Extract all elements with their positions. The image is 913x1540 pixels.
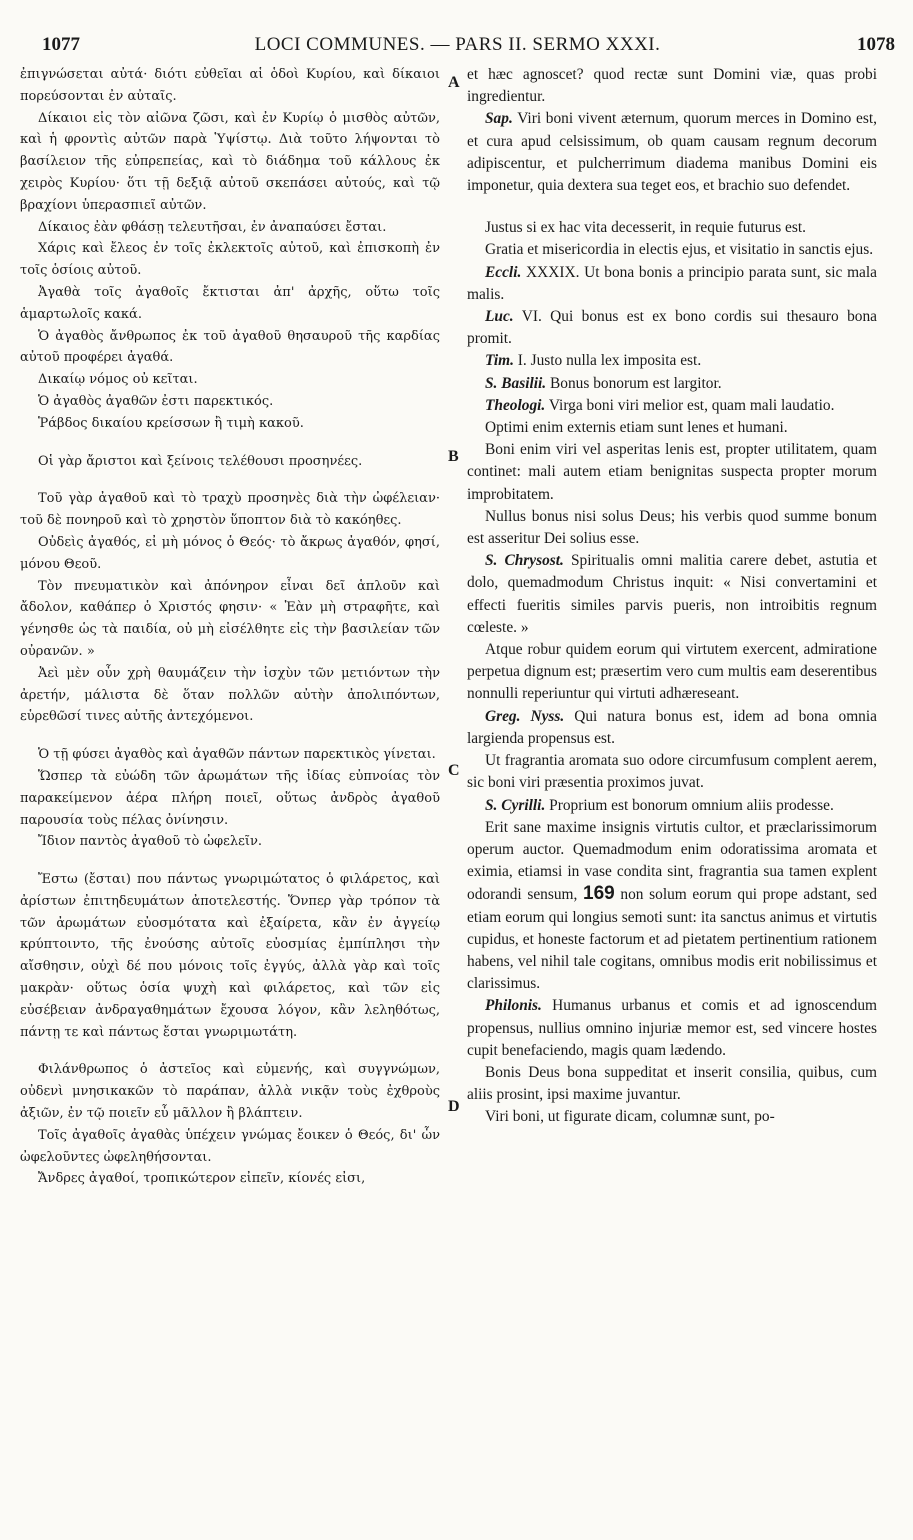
greek-paragraph: Φιλάνθρωπος ὁ ἀστεῖος καὶ εὐμενής, καὶ συγγνώμων, οὐδενὶ μνησικακῶν τὸ παράπαν, ἀλλὰ νικᾷν τοὺς ἐχθροὺς ἀξιῶν, ἐν τῷ ποιεῖν εὖ μᾶλλον ἢ βλάπτειν.	[20, 1062, 440, 1122]
latin-paragraph: S. Cyrilli. Proprium est bonorum omnium aliis prodesse.	[485, 796, 834, 814]
greek-column	[20, 64, 440, 1530]
greek-paragraph: ἐπιγνώσεται αὐτά· διότι εὐθεῖαι αἱ ὁδοὶ Κυρίου, καὶ δίκαιοι πορεύσονται ἐν αὐταῖς.	[20, 67, 440, 104]
source-citation: S. Basilii.	[485, 374, 547, 392]
running-header	[20, 34, 895, 58]
latin-paragraph: Boni enim viri vel asperitas lenis est, propter utilitatem, quam continet: mali autem etiam benignitas suspecta propter morum improbitatem.	[467, 441, 877, 503]
margin-letter-a: A	[448, 74, 460, 91]
greek-paragraph: Τοῖς ἀγαθοῖς ἀγαθὰς ὑπέχειν γνώμας ἔοικεν ὁ Θεός, δι' ὧν ὠφελοῦντες ὠφεληθήσονται.	[20, 1127, 440, 1165]
latin-paragraph: Nullus bonus nisi solus Deus; his verbis quod summe bonum est asseritur Dei solius esse.	[467, 507, 877, 548]
latin-paragraph: Ut fragrantia aromata suo odore circumfusum complent aerem, sic boni viri præsentia proximos juvat.	[467, 752, 877, 792]
latin-paragraph: Justus si ex hac vita decesserit, in requie futurus est.	[485, 219, 806, 237]
latin-paragraph: et hæc agnoscet? quod rectæ sunt Domini viæ, quas probi ingredientur.	[467, 66, 877, 106]
source-citation: Sap.	[485, 110, 513, 128]
latin-paragraph: Erit sane maxime insignis virtutis cultor, et præclarissimorum operum auctor. Quemadmodum enim odoratissima aromata et eximia, etiamsi in vase condita sint, fragrantia sua tamen explent odorandi sensum, 169 non solum eorum qui prope adstant, sed etiam eorum qui longius semoti sunt: ita sanctus animus et virtutis cupidus, et honeste factorum et ad pietatem pertinentium rationem habens, vel nihil tale cogitans, omnibus modis erit nobilissimus et clarissimus.	[467, 818, 877, 993]
latin-paragraph: Viri boni, ut figurate dicam, columnæ sunt, po-	[485, 1108, 775, 1126]
greek-paragraph: Ῥάβδος δικαίου κρείσσων ἢ τιμὴ κακοῦ.	[38, 415, 304, 431]
greek-paragraph: Δικαίῳ νόμος οὐ κεῖται.	[38, 372, 198, 388]
latin-paragraph: Theologi. Virga boni viri melior est, quam mali laudatio.	[485, 396, 835, 414]
latin-paragraph: Eccli. XXXIX. Ut bona bonis a principio parata sunt, sic mala malis.	[467, 263, 877, 303]
source-citation: S. Chrysost.	[485, 552, 564, 570]
source-citation: Luc.	[485, 308, 514, 326]
source-citation: Greg. Nyss.	[485, 707, 565, 725]
margin-letter-d: D	[448, 1098, 460, 1115]
greek-paragraph: Χάρις καὶ ἔλεος ἐν τοῖς ἐκλεκτοῖς αὐτοῦ, καὶ ἐπισκοπὴ ἐν τοῖς ὁσίοις αὐτοῦ.	[20, 241, 440, 279]
latin-paragraph: Philonis. Humanus urbanus et comis et ad ignoscendum propensus, nullius omnino injuriæ memor est, sed vincere hostes cupit benefaciendo, magis quam lædendo.	[467, 997, 877, 1059]
latin-paragraph: S. Basilii. Bonus bonorum est largitor.	[485, 374, 722, 392]
greek-paragraph: Δίκαιοι εἰς τὸν αἰῶνα ζῶσι, καὶ ἐν Κυρίῳ ὁ μισθὸς αὐτῶν, καὶ ἡ φροντὶς αὐτῶν παρὰ Ὑψίστῳ. Διὰ τοῦτο λήψονται τὸ βασίλειον τῆς εὐπρεπείας, καὶ τὸ διάδημα τοῦ κάλλους ἐκ χειρὸς Κυρίου· ὅτι τῇ δεξιᾷ αὐτοῦ σκεπάσει αὐτούς, καὶ τῷ βραχίονι ὑπερασπιεῖ αὐτῶν.	[20, 110, 440, 213]
margin-letter-c: C	[448, 762, 460, 779]
page-number-right: 1078	[857, 34, 895, 55]
latin-paragraph: Tim. I. Justo nulla lex imposita est.	[485, 352, 702, 370]
latin-paragraph: S. Chrysost. Spiritualis omni malitia carere debet, astutia et dolo, quemadmodum Christus inquit: « Nisi convertamini et effecti fueritis similes parvis pueris, non introibitis regnum cœleste. »	[467, 552, 877, 636]
margin-letter-b: B	[448, 448, 459, 465]
source-citation: Theologi.	[485, 396, 546, 414]
latin-paragraph: Greg. Nyss. Qui natura bonus est, idem ad bona omnia largienda propensus est.	[467, 707, 877, 747]
greek-paragraph: Ἔστω (ἔσται) που πάντως γνωριμώτατος ὁ φιλάρετος, καὶ ἀρίστων ἐπιτηδευμάτων ἀποτελεστής. Ὅνπερ γὰρ τρόπον τὰ τῶν ἀρωμάτων εὐοσμότατα καὶ ἐξαίρετα, κἂν ἐν ἀγγείῳ κρύπτοιντο, τῆς ἐνούσης αὐτοῖς εὐοσμίας ἐμπίπλησι τὴν αἴσθησιν, οὐχὶ δέ που μόνοις τοῖς ἐγγύς, ἀλλὰ γὰρ καὶ τοῖς μακρὰν· οὕτως ὁσία ψυχὴ καὶ φιλάρετος, καὶ τῶν εἰς εὐσέβειαν ἀνδραγαθημάτων ἔχουσα λόγον, κἂν λεληθότως, πάντῃ τε καὶ πάντως ἔσται γνωριμωτάτη.	[20, 872, 440, 1040]
source-citation: S. Cyrilli.	[485, 796, 546, 814]
running-title: LOCI COMMUNES. — PARS II. SERMO XXXI.	[254, 34, 661, 55]
greek-paragraph: Ὥσπερ τὰ εὐώδη τῶν ἀρωμάτων τῆς ἰδίας εὐπνοίας τὸν παρακείμενον ἀέρα πλήρη ποιεῖ, οὕτως ἀνδρὸς ἀγαθοῦ παρουσία τοὺς πέλας ὀνίνησιν.	[20, 768, 440, 828]
source-citation: Tim.	[485, 352, 514, 370]
page-number-left: 1077	[42, 34, 80, 55]
latin-paragraph: Gratia et misericordia in electis ejus, et visitatio in sanctis ejus.	[485, 241, 874, 259]
greek-paragraph: Τὸν πνευματικὸν καὶ ἀπόνηρον εἶναι δεῖ ἁπλοῦν καὶ ἄδολον, καθάπερ ὁ Χριστός φησιν· « Ἐὰν μὴ στραφῆτε, καὶ γένησθε ὡς τὰ παιδία, οὐ μὴ εἰσέλθητε εἰς τὴν βασιλείαν τῶν οὐρανῶν. »	[20, 578, 440, 659]
greek-paragraph: Οὐδεὶς ἀγαθός, εἰ μὴ μόνος ὁ Θεός· τὸ ἄκρως ἀγαθόν, φησί, μόνου Θεοῦ.	[20, 534, 440, 572]
latin-paragraph: Luc. VI. Qui bonus est ex bono cordis sui thesauro bona promit.	[467, 308, 877, 348]
latin-paragraph: Atque robur quidem eorum qui virtutem exercent, admiratione perpetua dignum est; præsertim vero cum multis eam deserentibus nonnulli reperiuntur qui virtuti adhæreseant.	[467, 641, 877, 703]
latin-paragraph: Bonis Deus bona suppeditat et inserit consilia, quibus, cum aliis prosint, ipsi maxime juvantur.	[467, 1063, 877, 1104]
greek-paragraph: Δίκαιος ἐὰν φθάσῃ τελευτῆσαι, ἐν ἀναπαύσει ἔσται.	[38, 219, 387, 235]
greek-paragraph: Ἀεὶ μὲν οὖν χρὴ θαυμάζειν τὴν ἰσχὺν τῶν μετιόντων τὴν ἀρετήν, μάλιστα δὲ ὅταν πολλῶν αὐτὴν ἀπολιπόντων, εὑρεθῶσί τινες αὐτῆς ἀντεχόμενοι.	[20, 665, 440, 725]
greek-paragraph: Ἄνδρες ἀγαθοί, τροπικώτερον εἰπεῖν, κίονές εἰσι,	[38, 1171, 366, 1187]
greek-paragraph: Ἀγαθὰ τοῖς ἀγαθοῖς ἔκτισται ἀπ' ἀρχῆς, οὕτω τοῖς ἁμαρτωλοῖς κακά.	[20, 284, 440, 322]
source-citation: Philonis.	[485, 997, 542, 1015]
greek-paragraph: Ἴδιον παντὸς ἀγαθοῦ τὸ ὠφελεῖν.	[38, 834, 262, 850]
latin-paragraph: Sap. Viri boni vivent æternum, quorum merces in Domino est, et cura apud celsissimum, ob quam causam regnum decorum adipiscentur, et pulcherrimum diadema manibus Domini eis imponetur, quia dextera sua teget eos, et brachio suo defendet.	[467, 110, 877, 195]
greek-paragraph: Ὁ τῇ φύσει ἀγαθὸς καὶ ἀγαθῶν πάντων παρεκτικὸς γίνεται.	[38, 747, 436, 763]
greek-paragraph: Ὁ ἀγαθὸς ἄνθρωπος ἐκ τοῦ ἀγαθοῦ θησαυροῦ τῆς καρδίας αὐτοῦ προφέρει ἀγαθά.	[20, 328, 440, 366]
greek-paragraph: Τοῦ γὰρ ἀγαθοῦ καὶ τὸ τραχὺ προσηνὲς διὰ τὴν ὠφέλειαν· τοῦ δὲ πονηροῦ καὶ τὸ χρηστὸν ὕποπτον διὰ τὸ κακόηθες.	[20, 491, 440, 529]
latin-column	[467, 64, 877, 1530]
greek-paragraph: Ὁ ἀγαθὸς ἀγαθῶν ἐστι παρεκτικός.	[38, 393, 274, 409]
latin-paragraph: Optimi enim externis etiam sunt lenes et humani.	[485, 419, 788, 437]
source-citation: Eccli.	[485, 263, 522, 281]
greek-paragraph: Οἱ γὰρ ἄριστοι καὶ ξείνοις τελέθουσι προσηνέες.	[38, 453, 363, 469]
column-number: 169	[583, 883, 615, 905]
